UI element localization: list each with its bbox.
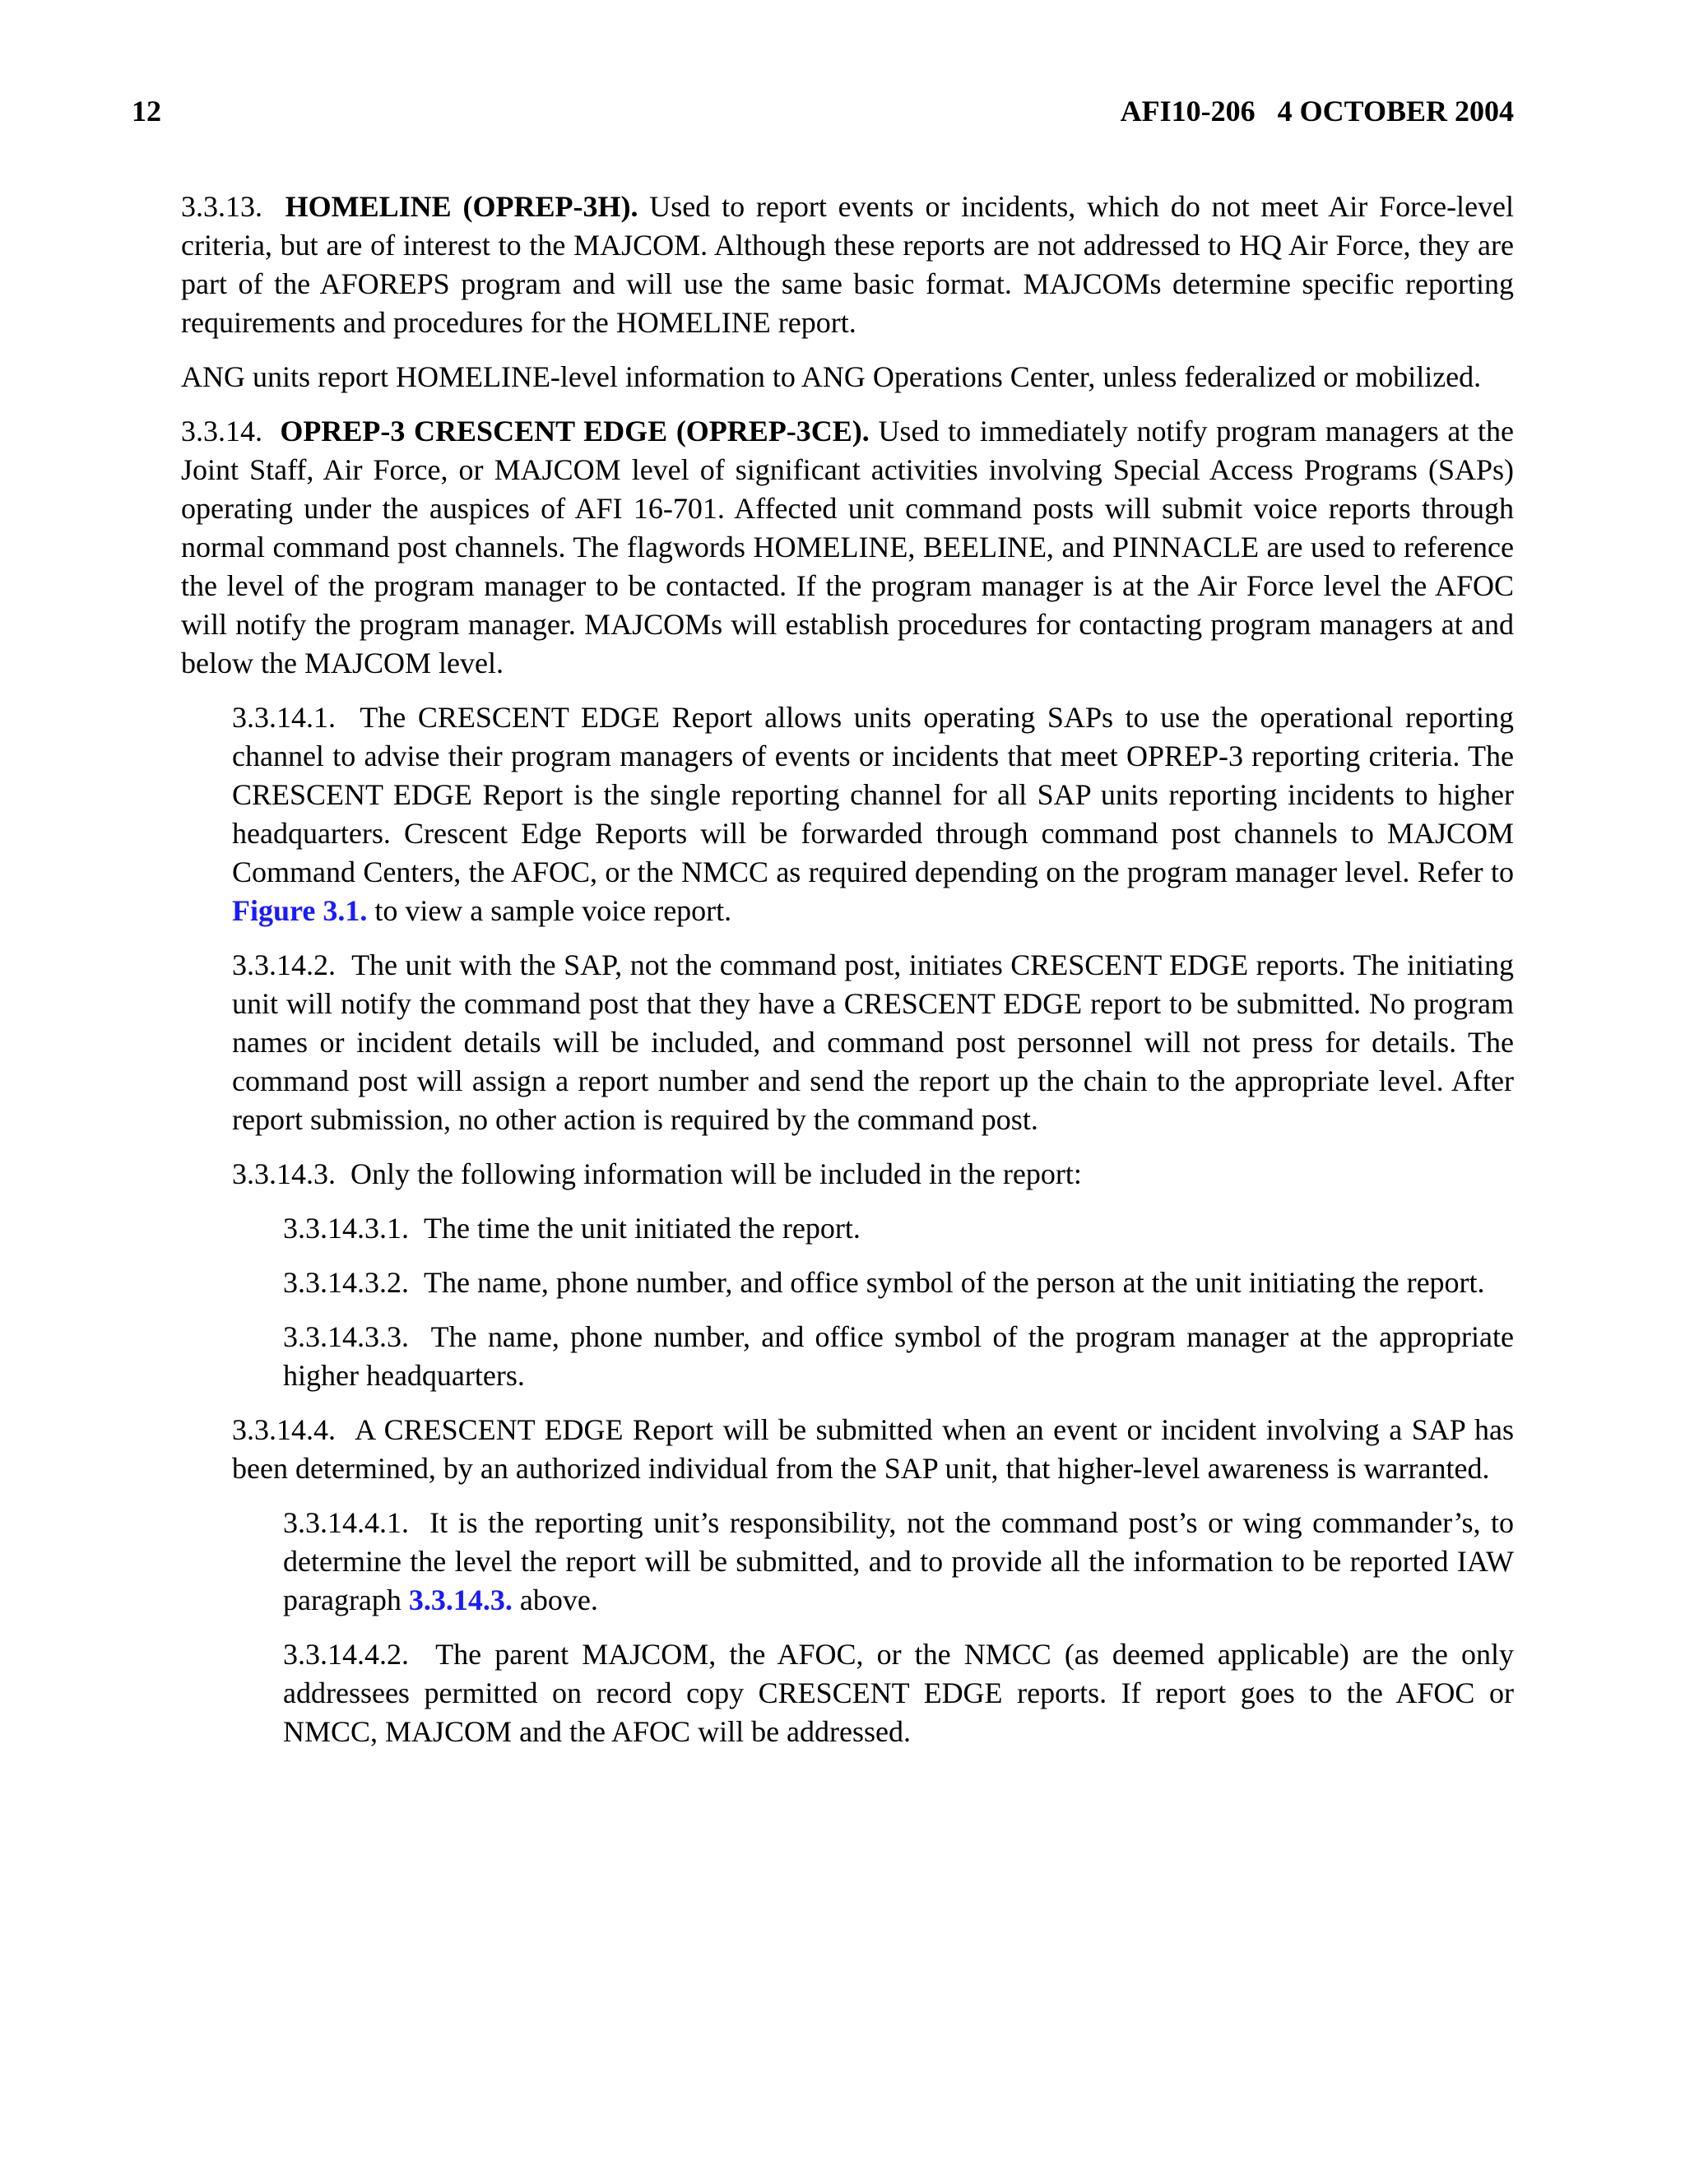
paragraph-text: The time the unit initiated the report. <box>424 1212 861 1245</box>
paragraph-text: The name, phone number, and office symbol of the program manager at the appropriate higher headquarters. <box>283 1320 1514 1392</box>
paragraph-3-3-14-3-1 <box>283 1209 1514 1248</box>
paragraph-3-3-14-4-1 <box>283 1504 1514 1620</box>
paragraph-3-3-14-3-2 <box>283 1264 1514 1302</box>
paragraph-3-3-14-2 <box>232 946 1514 1139</box>
paragraph-number: 3.3.14.4.2. <box>283 1638 409 1671</box>
paragraph-number: 3.3.14.1. <box>232 701 336 734</box>
paragraph-3-3-14 <box>181 412 1514 683</box>
paragraph-number: 3.3.14.4. <box>232 1413 336 1446</box>
paragraph-3-3-14-1 <box>232 698 1514 930</box>
paragraph-text: It is the reporting unit’s responsibility, not the command post’s or wing commander’s, to determine the level the report will be submitted, and to provide all the information to be reported IAW paragraph <box>283 1506 1514 1616</box>
paragraph-3-3-14-3-link[interactable]: 3.3.14.3. <box>408 1584 513 1616</box>
paragraph-text: The name, phone number, and office symbol of the person at the unit initiating the report. <box>424 1266 1485 1299</box>
paragraph-text: The unit with the SAP, not the command post, initiates CRESCENT EDGE reports. The initiating unit will notify the command post that they have a CRESCENT EDGE report to be submitted. No program names or incident details will be included, and command post personnel will not press for details. The command post will assign a report number and send the report up the chain to the appropriate level. After report submission, no other action is required by the command post. <box>232 948 1514 1136</box>
paragraph-text: ANG units report HOMELINE-level information to ANG Operations Center, unless federalized or mobilized. <box>181 360 1482 393</box>
paragraph-text: The parent MAJCOM, the AFOC, or the NMCC (as deemed applicable) are the only addressees permitted on record copy CRESCENT EDGE reports. If report goes to the AFOC or NMCC, MAJCOM and the AFOC will be addressed. <box>283 1638 1514 1748</box>
paragraph-number: 3.3.14.3. <box>232 1157 336 1190</box>
paragraph-number: 3.3.14.3.2. <box>283 1266 409 1299</box>
paragraph-heading: HOMELINE (OPREP-3H). <box>285 190 638 223</box>
paragraph-number: 3.3.14.3.1. <box>283 1212 409 1245</box>
paragraph-heading: OPREP-3 CRESCENT EDGE (OPREP-3CE). <box>280 415 870 447</box>
paragraph-number: 3.3.14.4.1. <box>283 1506 409 1539</box>
paragraph-3-3-14-4-2 <box>283 1635 1514 1751</box>
page-number: 12 <box>132 95 161 128</box>
page-header <box>132 90 1514 132</box>
paragraph-3-3-14-4 <box>232 1411 1514 1488</box>
paragraph-ang <box>181 358 1514 396</box>
figure-3-1-link[interactable]: Figure 3.1. <box>232 894 368 927</box>
paragraph-number: 3.3.14.2. <box>232 948 336 981</box>
paragraph-number: 3.3.13. <box>181 190 262 223</box>
paragraph-text: Used to immediately notify program managers at the Joint Staff, Air Force, or MAJCOM level of significant activities involving Special Access Programs (SAPs) operating under the auspices of AFI 16-701. Affected unit command posts will submit voice reports through normal command post channels. The flagwords HOMELINE, BEELINE, and PINNACLE are used to reference the level of the program manager to be contacted. If the program manager is at the Air Force level the AFOC will notify the program manager. MAJCOMs will establish procedures for contacting program managers at and below the MAJCOM level. <box>181 415 1515 679</box>
paragraph-text: The CRESCENT EDGE Report allows units operating SAPs to use the operational reporting channel to advise their program managers of events or incidents that meet OPREP-3 reporting criteria. The CRESCENT EDGE Report is the single reporting channel for all SAP units reporting incidents to higher headquarters. Crescent Edge Reports will be forwarded through command post channels to MAJCOM Command Centers, the AFOC, or the NMCC as required depending on the program manager level. Refer to <box>232 701 1514 888</box>
paragraph-text: A CRESCENT EDGE Report will be submitted when an event or incident involving a SAP has been determined, by an authorized individual from the SAP unit, that higher-level awareness is warranted. <box>232 1413 1514 1485</box>
paragraph-text-continued: above. <box>519 1584 598 1616</box>
paragraph-number: 3.3.14. <box>181 415 262 447</box>
document-body <box>181 188 1514 1767</box>
paragraph-3-3-13 <box>181 188 1514 342</box>
paragraph-text-continued: to view a sample voice report. <box>374 894 732 927</box>
paragraph-3-3-14-3-3 <box>283 1318 1514 1395</box>
paragraph-text: Only the following information will be included in the report: <box>350 1157 1082 1190</box>
paragraph-text: Used to report events or incidents, which do not meet Air Force-level criteria, but are of interest to the MAJCOM. Although these reports are not addressed to HQ Air Force, they are part of the AFOREPS program and will use the same basic format. MAJCOMs determine specific reporting requirements and procedures for the HOMELINE report. <box>181 190 1515 339</box>
paragraph-number: 3.3.14.3.3. <box>283 1320 409 1353</box>
document-id: AFI10-206 4 OCTOBER 2004 <box>1120 95 1514 128</box>
paragraph-3-3-14-3 <box>232 1155 1514 1194</box>
